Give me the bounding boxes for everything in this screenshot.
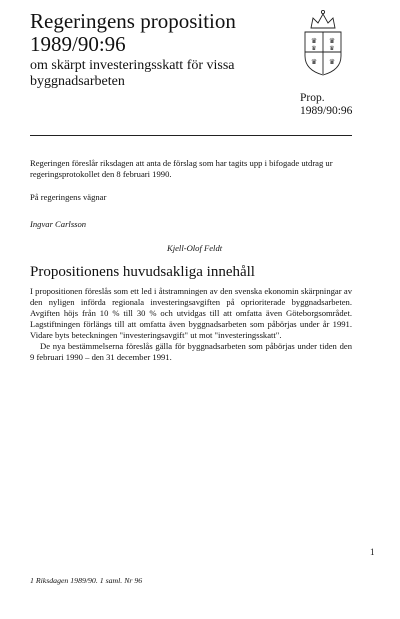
title-line-1: Regeringens proposition — [30, 9, 236, 33]
signature-prime-minister: Ingvar Carlsson — [30, 219, 87, 229]
page-footer: 1 Riksdagen 1989/90. 1 saml. Nr 96 — [30, 576, 143, 585]
body-paragraph-1: I propositionen föreslås som ett led i åtstramningen av den svenska ekonomin skärpningar av den nyligen införda regionala investeringsavgiften på oprioriterade byggnadsarbeten. Avgiften höjs från 10 % till 30 % och utvidgas till att omfatta även Göteborgsområdet. Lagstiftningen förlängs till att omfatta även byggnadsarbeten som påbörjas under år 1991. Vidare byts beteckningen "investeringsavgift" ut mot "investeringsskatt". — [30, 286, 352, 340]
divider — [30, 135, 352, 136]
section-body — [30, 286, 352, 363]
signature-minister: Kjell-Olof Feldt — [167, 243, 223, 253]
prop-number: 1989/90:96 — [300, 105, 353, 117]
svg-text:♛: ♛ — [328, 58, 336, 66]
svg-text:♛: ♛ — [329, 45, 335, 52]
svg-text:♛: ♛ — [310, 37, 318, 45]
body-paragraph-2: De nya bestämmelserna föreslås gälla för byggnadsarbeten som påbörjas under tiden den 9 februari 1990 – den 31 december 1991. — [30, 341, 352, 362]
swedish-coat-of-arms-icon — [297, 8, 349, 78]
page-title — [30, 10, 236, 56]
section-heading: Propositionens huvudsakliga innehåll — [30, 264, 255, 280]
title-line-2: 1989/90:96 — [30, 32, 126, 56]
prop-reference — [300, 92, 352, 118]
svg-text:♛: ♛ — [310, 58, 318, 66]
page-subtitle: om skärpt investeringsskatt för vissa byggnadsarbeten — [30, 58, 235, 89]
prop-label: Prop. — [300, 92, 325, 104]
margin-mark: 1 — [370, 547, 375, 557]
intro-paragraph: Regeringen föreslår riksdagen att anta de förslag som har tagits upp i bifogade utdrag ur regeringsprotokollet den 8 februari 1990. — [30, 158, 333, 179]
behalf-line: På regeringens vägnar — [30, 192, 107, 202]
svg-text:♛: ♛ — [311, 45, 317, 52]
svg-text:♛: ♛ — [328, 37, 336, 45]
